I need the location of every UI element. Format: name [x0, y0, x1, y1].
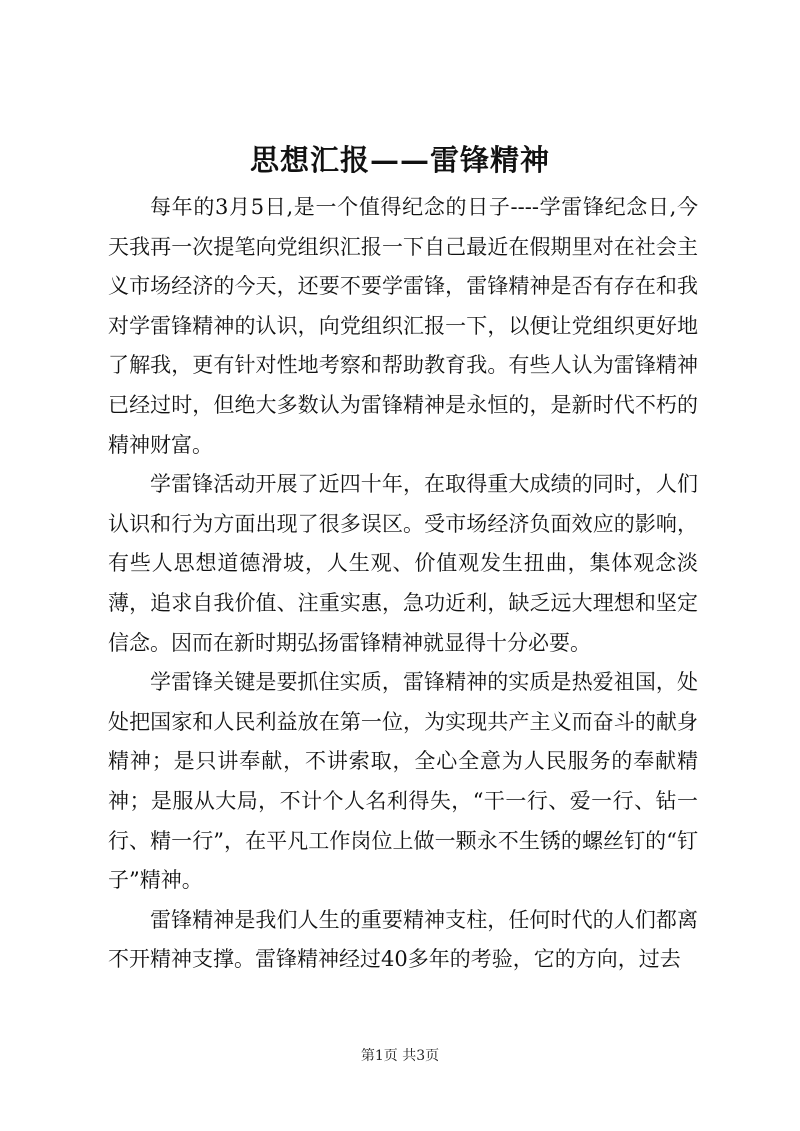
paragraph-1: 每年的3月5日,是一个值得纪念的日子----学雷锋纪念日,今天我再一次提笔向党组织汇报一下自己最近在假期里对在社会主义市场经济的今天，还要不要学雷锋，雷锋精神是否有存在和我对学雷锋精神的认识，向党组织汇报一下，以便让党组织更好地了解我，更有针对性地考察和帮助教育我。有些人认为雷锋精神已经过时，但绝大多数认为雷锋精神是永恒的，是新时代不朽的精神财富。: [108, 195, 698, 457]
paragraph-2: 学雷锋活动开展了近四十年，在取得重大成绩的同时，人们认识和行为方面出现了很多误区。受市场经济负面效应的影响，有些人思想道德滑坡，人生观、价值观发生扭曲，集体观念淡薄，追求自我价值、注重实惠，急功近利，缺乏远大理想和坚定信念。因而在新时期弘扬雷锋精神就显得十分必要。: [108, 472, 698, 655]
page-title: 思想汇报——雷锋精神: [249, 143, 550, 177]
paragraph-4: 雷锋精神是我们人生的重要精神支柱，任何时代的人们都离不开精神支撑。雷锋精神经过40多年的考验，它的方向，过去: [108, 907, 698, 972]
paragraph-3: 学雷锋关键是要抓住实质，雷锋精神的实质是热爱祖国，处处把国家和人民利益放在第一位，为实现共产主义而奋斗的献身精神；是只讲奉献，不讲索取，全心全意为人民服务的奉献精神；是服从大局，不计个人名利得失，“干一行、爱一行、钻一行、精一行”，在平凡工作岗位上做一颗永不生锈的螺丝钉的“钉子”精神。: [108, 670, 698, 893]
page-footer: 第1页 共3页: [360, 1048, 440, 1064]
document-body: [108, 188, 698, 980]
